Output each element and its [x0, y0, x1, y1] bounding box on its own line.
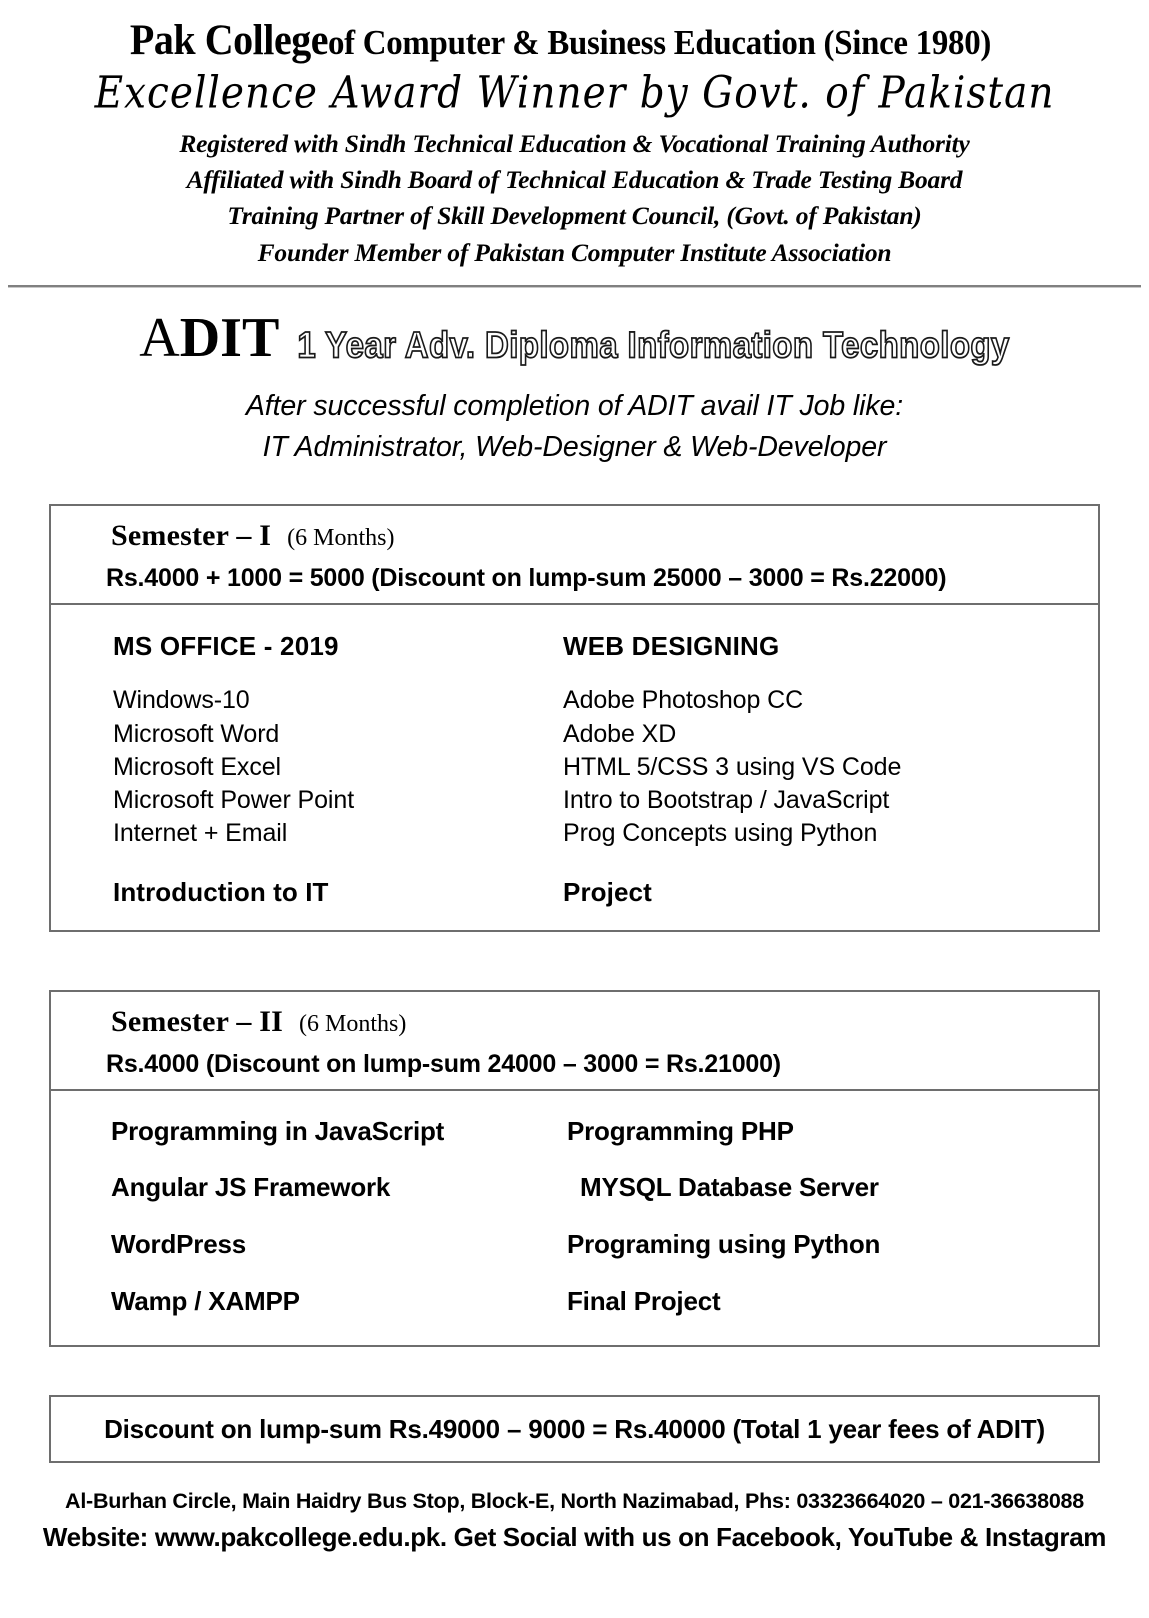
program-title-block — [0, 306, 1149, 469]
list-item: Intro to Bootstrap / JavaScript — [563, 786, 890, 815]
semester-1-header — [51, 506, 1098, 605]
list-item: Wamp / XAMPP — [111, 1285, 300, 1316]
letterhead — [0, 18, 1149, 271]
award-line: Excellence Award Winner by Govt. of Pakistan — [94, 68, 1055, 119]
list-item: Microsoft Excel — [113, 752, 281, 781]
semester-1-body — [51, 605, 1098, 929]
affiliation-line-3: Training Partner of Skill Development Council, (Govt. of Pakistan) — [227, 201, 922, 231]
list-item: Angular JS Framework — [111, 1172, 391, 1203]
web-designing-heading: WEB DESIGNING — [563, 631, 780, 662]
college-name: Pak College — [130, 17, 329, 64]
list-item: Final Project — [567, 1285, 721, 1316]
spacer-above-semester-1 — [0, 468, 1149, 504]
semester-2-header — [51, 992, 1098, 1091]
semester-1-box — [49, 504, 1100, 931]
footer — [0, 1485, 1149, 1555]
semester-2-left-column — [111, 1117, 567, 1315]
semester-2-title: Semester – II — [111, 1004, 284, 1038]
semester-2-duration: (6 Months) — [299, 1010, 407, 1037]
program-acronym-rest: DIT — [179, 306, 280, 369]
list-item: Windows-10 — [113, 686, 250, 715]
list-item: Internet + Email — [113, 819, 288, 848]
semester-2-body — [51, 1091, 1098, 1345]
program-jobs-line-2: IT Administrator, Web-Designer & Web-Developer — [262, 431, 887, 464]
list-item: HTML 5/CSS 3 using VS Code — [563, 752, 902, 781]
total-discount-box — [49, 1395, 1100, 1463]
list-item: Programming PHP — [567, 1115, 794, 1146]
ms-office-heading: MS OFFICE - 2019 — [113, 631, 339, 662]
semester-2-fee: Rs.4000 (Discount on lump-sum 24000 – 3000 = Rs.21000) — [106, 1049, 781, 1078]
affiliations-block — [38, 126, 1111, 271]
footer-address: Al-Burhan Circle, Main Haidry Bus Stop, Block-E, North Nazimabad, Phs: 03323664020 – 021-36638088 — [65, 1489, 1084, 1514]
program-subtitle: 1 Year Adv. Diploma Information Technology — [297, 323, 1010, 366]
semester-1-right-column — [563, 631, 1098, 907]
program-jobs-block — [0, 386, 1149, 469]
list-item: Microsoft Power Point — [113, 786, 355, 815]
program-acronym-first-letter: A — [139, 306, 180, 369]
semester-2-right-column — [567, 1117, 1098, 1315]
program-acronym — [139, 306, 280, 369]
semester-2-title-row — [111, 1004, 1098, 1040]
list-item: MYSQL Database Server — [580, 1172, 879, 1203]
semester-1-title: Semester – I — [111, 519, 272, 553]
spacer-between-semesters — [0, 932, 1149, 990]
semester-1-fee: Rs.4000 + 1000 = 5000 (Discount on lump-sum 25000 – 3000 = Rs.22000) — [106, 564, 947, 593]
list-item: Programming in JavaScript — [111, 1115, 445, 1146]
college-title-line — [38, 18, 1111, 63]
affiliation-line-2: Affiliated with Sindh Board of Technical Education & Trade Testing Board — [186, 165, 963, 195]
introduction-to-it-label: Introduction to IT — [113, 876, 329, 907]
affiliation-line-4: Founder Member of Pakistan Computer Institute Association — [257, 237, 892, 267]
list-item: Microsoft Word — [113, 719, 280, 748]
header-divider — [8, 285, 1141, 288]
list-item: Programing using Python — [567, 1228, 881, 1259]
list-item: Adobe XD — [563, 719, 677, 748]
program-title-row — [0, 306, 1149, 369]
program-jobs-line-1: After successful completion of ADIT avail IT Job like: — [245, 389, 904, 422]
footer-website: Website: www.pakcollege.edu.pk. Get Social with us on Facebook, YouTube & Instagram — [42, 1522, 1107, 1553]
flyer-page — [0, 18, 1149, 1618]
total-discount-text: Discount on lump-sum Rs.49000 – 9000 = Rs.40000 (Total 1 year fees of ADIT) — [104, 1414, 1045, 1445]
project-label: Project — [563, 876, 652, 907]
spacer-above-discount — [0, 1347, 1149, 1395]
semester-1-left-column — [113, 631, 563, 907]
list-item: Prog Concepts using Python — [563, 819, 878, 848]
list-item: Adobe Photoshop CC — [563, 686, 804, 715]
semester-1-duration: (6 Months) — [287, 525, 395, 552]
affiliation-line-1: Registered with Sindh Technical Education & Vocational Training Authority — [179, 129, 970, 159]
college-subtitle: of Computer & Business Education (Since 1980) — [328, 23, 992, 62]
semester-1-title-row — [111, 518, 1098, 554]
semester-2-box — [49, 990, 1100, 1347]
list-item: WordPress — [111, 1228, 246, 1259]
